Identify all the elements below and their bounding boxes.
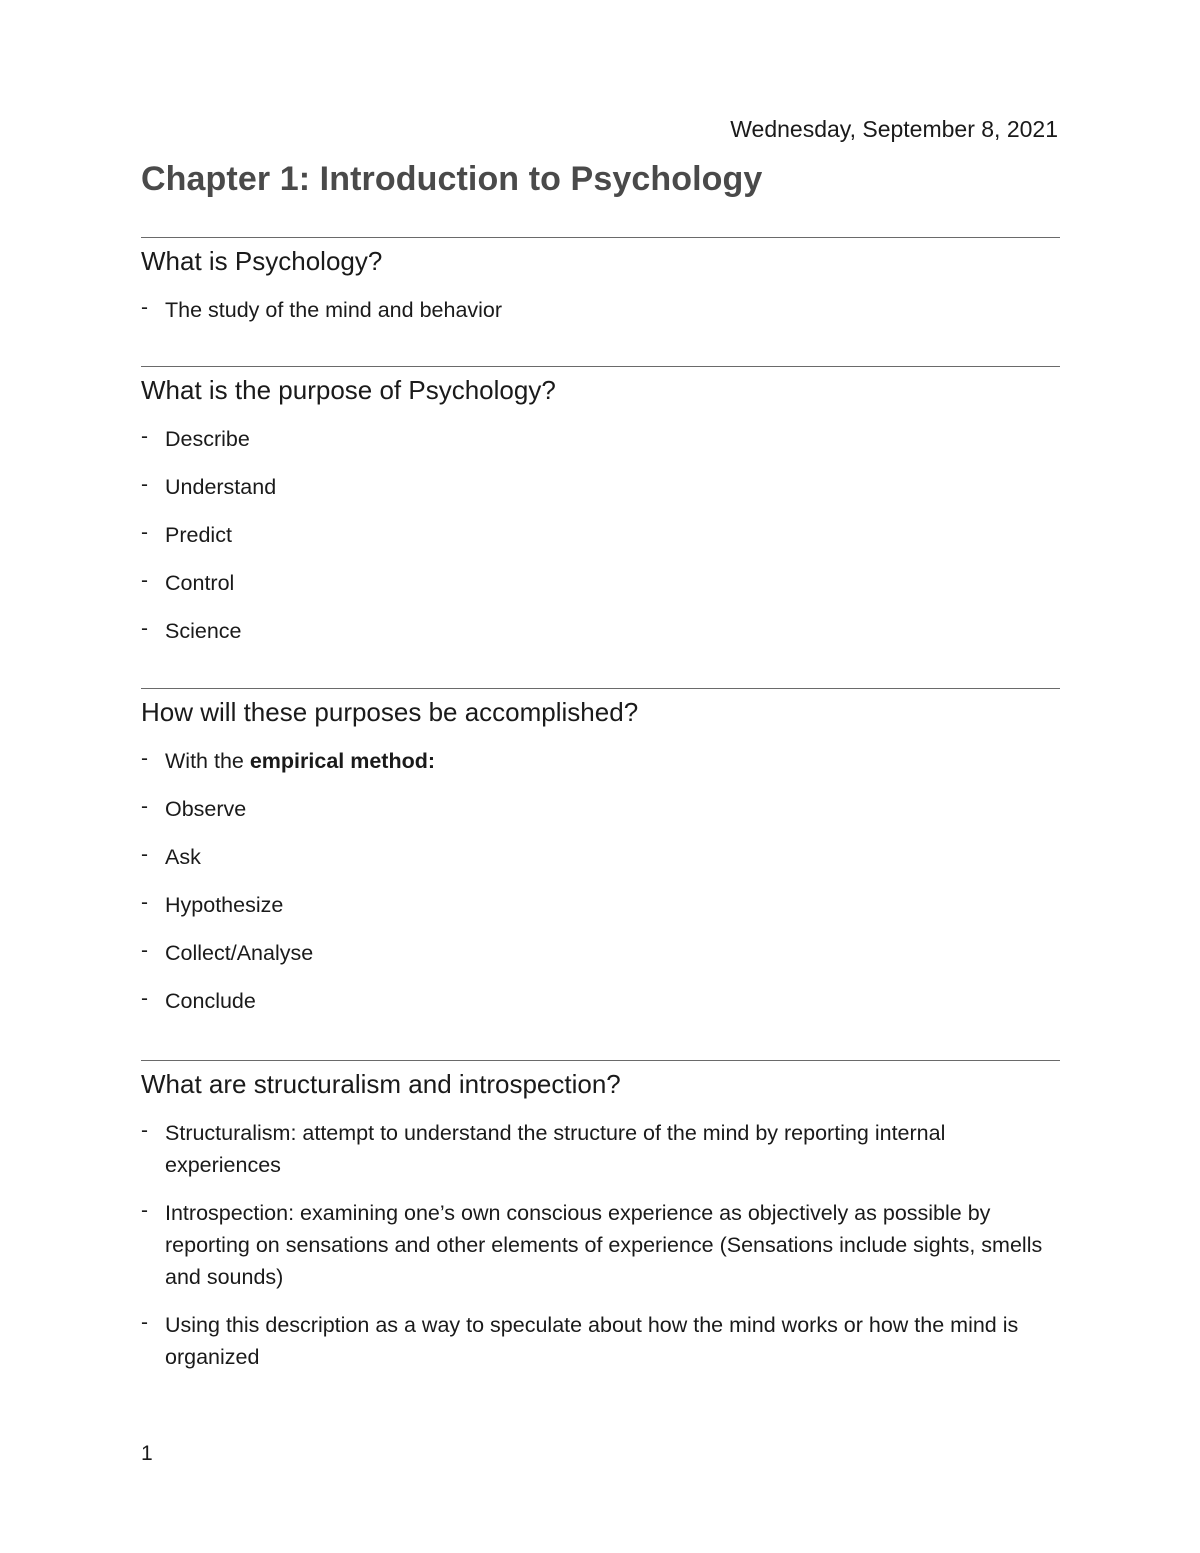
list-item: - Ask — [141, 841, 1060, 873]
section-divider — [141, 688, 1060, 689]
list-item: - Understand — [141, 471, 1060, 503]
section-purpose-of-psychology — [141, 366, 1060, 647]
section-how-accomplished — [141, 688, 1060, 1017]
list-item: - With the empirical method: — [141, 745, 1060, 777]
list-item: - Control — [141, 567, 1060, 599]
dash-bullet-icon: - — [141, 1199, 148, 1222]
dash-bullet-icon: - — [141, 1311, 148, 1334]
dash-bullet-icon: - — [141, 617, 148, 640]
document-date: Wednesday, September 8, 2021 — [730, 116, 1058, 142]
bullet-list — [141, 294, 1060, 326]
list-item: - Science — [141, 615, 1060, 647]
dash-bullet-icon: - — [141, 521, 148, 544]
bullet-list — [141, 745, 1060, 1017]
list-item: - Collect/Analyse — [141, 937, 1060, 969]
list-item: - Using this description as a way to speculate about how the mind works or how the mind is organized — [141, 1309, 1060, 1373]
section-heading: How will these purposes be accomplished? — [141, 697, 639, 727]
section-what-is-psychology — [141, 237, 1060, 326]
section-heading: What is Psychology? — [141, 246, 383, 276]
list-item: - Introspection: examining one’s own conscious experience as objectively as possible by reporting on sensations and other elements of experience (Sensations include sights, smells and sounds) — [141, 1197, 1060, 1293]
dash-bullet-icon: - — [141, 747, 148, 770]
list-item: - Hypothesize — [141, 889, 1060, 921]
section-structuralism-introspection — [141, 1060, 1060, 1373]
page-number: 1 — [141, 1442, 153, 1465]
section-divider — [141, 1060, 1060, 1061]
list-item: - Structuralism: attempt to understand the structure of the mind by reporting internal experiences — [141, 1117, 1060, 1181]
bullet-list — [141, 423, 1060, 647]
dash-bullet-icon: - — [141, 795, 148, 818]
dash-bullet-icon: - — [141, 939, 148, 962]
dash-bullet-icon: - — [141, 987, 148, 1010]
chapter-title: Chapter 1: Introduction to Psychology — [141, 160, 763, 198]
section-heading: What are structuralism and introspection? — [141, 1069, 621, 1099]
section-divider — [141, 366, 1060, 367]
section-divider — [141, 237, 1060, 238]
dash-bullet-icon: - — [141, 569, 148, 592]
list-item: - Describe — [141, 423, 1060, 455]
list-item: - Conclude — [141, 985, 1060, 1017]
dash-bullet-icon: - — [141, 425, 148, 448]
dash-bullet-icon: - — [141, 1119, 148, 1142]
dash-bullet-icon: - — [141, 843, 148, 866]
emphasis-term: empirical method: — [249, 749, 436, 773]
list-item: - Predict — [141, 519, 1060, 551]
section-heading: What is the purpose of Psychology? — [141, 375, 556, 405]
list-item: - Observe — [141, 793, 1060, 825]
dash-bullet-icon: - — [141, 473, 148, 496]
dash-bullet-icon: - — [141, 891, 148, 914]
list-item: - The study of the mind and behavior — [141, 294, 1060, 326]
bullet-list — [141, 1117, 1060, 1373]
dash-bullet-icon: - — [141, 296, 148, 319]
